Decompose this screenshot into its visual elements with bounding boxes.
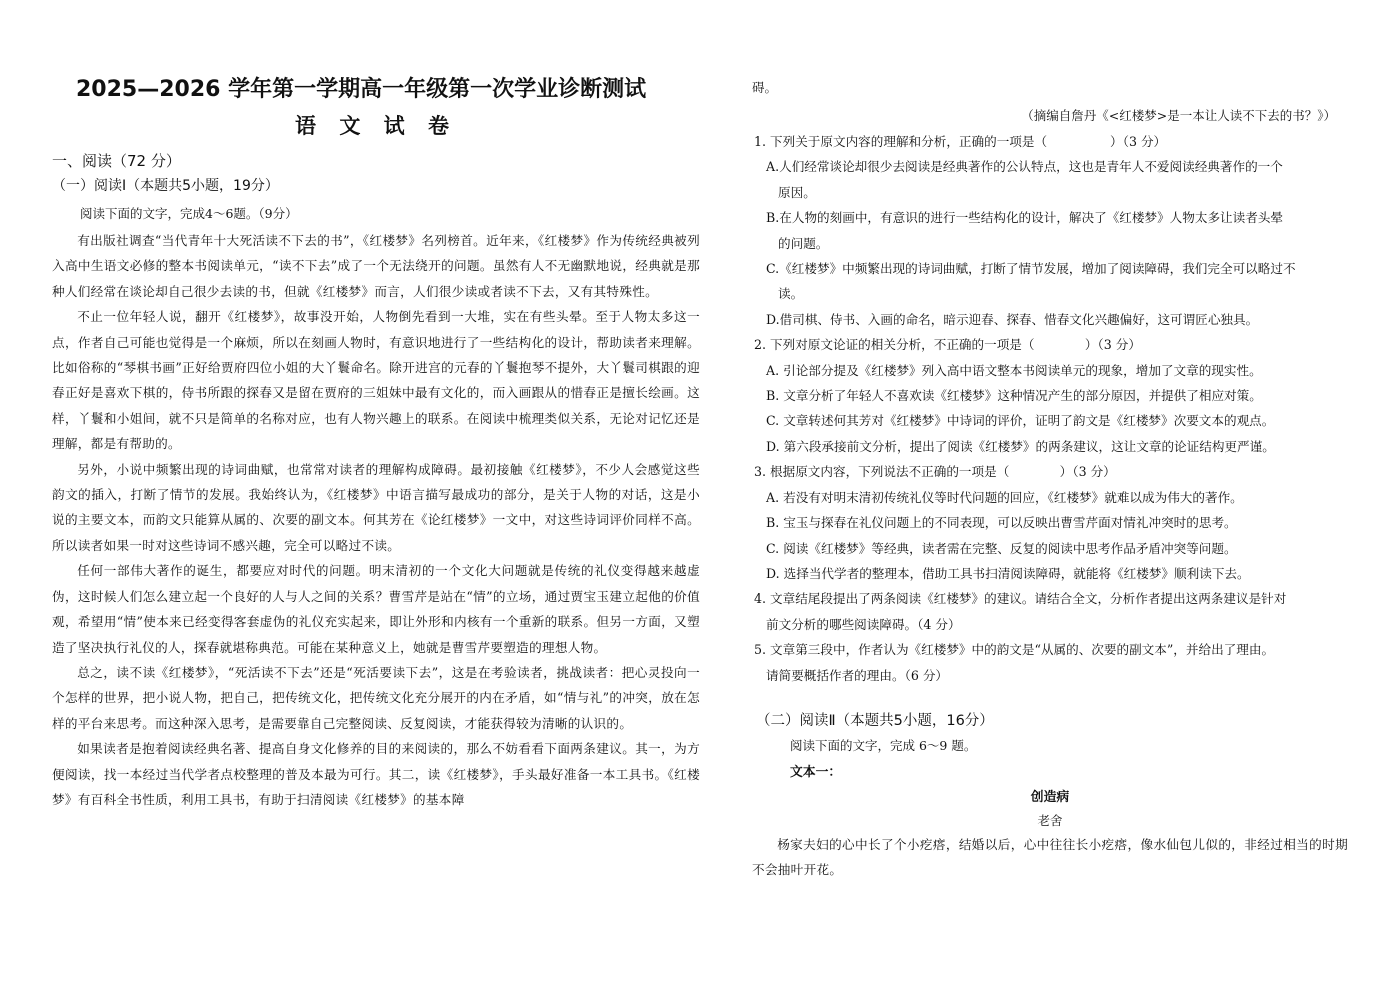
reading-instruction: 阅读下面的文字，完成4～6题。（9分） — [80, 206, 298, 221]
question-3-stem: 3. 根据原文内容，下列说法不正确的一项是（ ）（3 分） — [754, 464, 1116, 480]
passage-continuation: 碍。 — [752, 80, 778, 95]
question-3-option-c: C. 阅读《红楼梦》等经典，读者需在完整、反复的阅读中思考作品矛盾冲突等问题。 — [766, 540, 1237, 556]
question-4-stem-cont: 前文分析的哪些阅读障碍。（4 分） — [766, 616, 961, 632]
question-5-stem-cont: 请简要概括作者的理由。（6 分） — [766, 667, 949, 683]
question-3-option-b: B. 宝玉与探春在礼仪问题上的不同表现，可以反映出曹雪芹面对情礼冲突时的思考。 — [766, 515, 1237, 531]
question-2-option-c: C. 文章转述何其芳对《红楼梦》中诗词的评价，证明了韵文是《红楼梦》次要文本的观点。 — [766, 413, 1275, 429]
exam-subtitle: 语 文 试 卷 — [295, 114, 457, 138]
story-passage — [752, 832, 1348, 883]
question-1-option-a — [766, 154, 1348, 205]
option-text-cont: 的问题。 — [778, 235, 829, 251]
question-1-option-c — [766, 256, 1348, 307]
passage-paragraph: 另外，小说中频繁出现的诗词曲赋，也常常对读者的理解构成障碍。最初接触《红楼梦》，不少人会感觉这些韵文的插入，打断了情节的发展。我始终认为，《红楼梦》中语言描写最成功的部分，是关于人物的对话，这是小说的主要文本，而韵文只能算从属的、次要的副文本。何其芳在《论红楼梦》一文中，对这些诗词评价同样不高。所以读者如果一时对这些诗词不感兴趣，完全可以略过不读。 — [52, 461, 700, 553]
option-text: C.《红楼梦》中频繁出现的诗词曲赋，打断了情节发展，增加了阅读障碍，我们完全可以略过不 — [766, 261, 1296, 277]
question-3-option-d: D. 选择当代学者的整理本，借助工具书扫清阅读障碍，就能将《红楼梦》顺利读下去。 — [766, 565, 1250, 581]
section-heading-reading: 一、阅读（72 分） — [52, 152, 181, 170]
story-paragraph: 杨家夫妇的心中长了个小疙瘩，结婚以后，心中往往长小疙瘩，像水仙包儿似的，非经过相当的时期不会抽叶开花。 — [752, 837, 1348, 878]
reading-passage — [52, 228, 700, 812]
question-5-stem: 5. 文章第三段中，作者认为《红楼梦》中的韵文是“从属的、次要的副文本”，并给出了理由。 — [754, 642, 1275, 658]
question-5 — [754, 637, 1348, 688]
passage-paragraph: 不止一位年轻人说，翻开《红楼梦》，故事没开始，人物倒先看到一大堆，实在有些头晕。至于人物太多这一点，作者自己可能也觉得是一个麻烦，所以在刻画人物时，有意识地进行了一些结构化的设计，帮助读者来理解。比如俗称的“琴棋书画”正好给贾府四位小姐的大丫鬟命名。除开进宫的元春的丫鬟抱琴不提外，大丫鬟司棋跟的迎春正好是喜欢下棋的，侍书所跟的探春又是留在贾府的三姐妹中最有文化的，而入画跟从的惜春正是擅长绘画。这样，丫鬟和小姐间，就不只是简单的名称对应，也有人物兴趣上的联系。在阅读中梳理类似关系，无论对记忆还是理解，都是有帮助的。 — [52, 309, 700, 452]
option-text-cont: 读。 — [778, 286, 804, 302]
section-subheading-reading-1: （一）阅读Ⅰ（本题共5小题，19分） — [52, 178, 279, 194]
question-2-stem: 2. 下列对原文论证的相关分析，不正确的一项是（ ）（3 分） — [754, 337, 1141, 353]
story-title: 创造病 — [1030, 790, 1070, 805]
option-text-cont: 原因。 — [778, 184, 816, 200]
story-author: 老舍 — [1037, 813, 1063, 828]
question-1-option-d: D.借司棋、侍书、入画的命名，暗示迎春、探春、惜春文化兴趣偏好，这可谓匠心独具。 — [766, 311, 1259, 327]
reading-instruction-2: 阅读下面的文字，完成 6～9 题。 — [790, 738, 977, 753]
option-text: B.在人物的刻画中，有意识的进行一些结构化的设计，解决了《红楼梦》人物太多让读者头晕 — [766, 210, 1284, 226]
passage-source: （摘编自詹丹《<红楼梦>是一本让人读不下去的书？》） — [1021, 108, 1336, 123]
question-4-stem: 4. 文章结尾段提出了两条阅读《红楼梦》的建议。请结合全文，分析作者提出这两条建议是针对 — [754, 591, 1287, 607]
passage-paragraph: 如果读者是抱着阅读经典名著、提高自身文化修养的目的来阅读的，那么不妨看看下面两条建议。其一，为方便阅读，找一本经过当代学者点校整理的普及本最为可行。其二，读《红楼梦》，手头最好准备一本工具书。《红楼梦》有百科全书性质，利用工具书，有助于扫清阅读《红楼梦》的基本障 — [52, 741, 700, 807]
passage-paragraph: 总之，读不读《红楼梦》，“死活读不下去”还是“死活要读下去”，这是在考验读者，挑战读者：把心灵投向一个怎样的世界，把小说人物，把自己，把传统文化，把传统文化充分展开的内在矛盾，如“情与礼”的冲突，放在怎样的平台来思考。而这种深入思考，是需要靠自己完整阅读、反复阅读，才能获得较为清晰的认识的。 — [52, 664, 700, 731]
question-2-option-d: D. 第六段承接前文分析，提出了阅读《红楼梦》的两条建议，这让文章的论证结构更严谨。 — [766, 438, 1275, 454]
question-4 — [754, 586, 1348, 637]
text-one-label: 文本一： — [790, 765, 842, 780]
passage-paragraph: 有出版社调查“当代青年十大死活读不下去的书”，《红楼梦》名列榜首。近年来，《红楼梦》作为传统经典被列入高中生语文必修的整本书阅读单元，“读不下去”成了一个无法绕开的问题。虽然有人不无幽默地说，经典就是那种人们经常在谈论却自己很少去读的书，但就《红楼梦》而言，人们很少读或者读不下去，又有其特殊性。 — [52, 233, 700, 299]
exam-title: 2025—2026 学年第一学期高一年级第一次学业诊断测试 — [76, 77, 647, 102]
question-3-option-a: A. 若没有对明末清初传统礼仪等时代问题的回应，《红楼梦》就难以成为伟大的著作。 — [766, 489, 1243, 505]
section-subheading-reading-2: （二）阅读Ⅱ（本题共5小题，16分） — [756, 713, 994, 729]
question-1-stem: 1. 下列关于原文内容的理解和分析，正确的一项是（ ）（3 分） — [754, 134, 1167, 149]
question-2-option-b: B. 文章分析了年轻人不喜欢读《红楼梦》这种情况产生的部分原因，并提供了相应对策。 — [766, 388, 1262, 404]
option-text: A.人们经常谈论却很少去阅读是经典著作的公认特点，这也是青年人不爱阅读经典著作的一个 — [766, 159, 1283, 175]
question-1-option-b — [766, 205, 1348, 256]
question-list — [752, 129, 1348, 688]
question-2-option-a: A. 引论部分提及《红楼梦》列入高中语文整本书阅读单元的现象，增加了文章的现实性。 — [766, 362, 1262, 378]
passage-paragraph: 任何一部伟大著作的诞生，都要应对时代的问题。明末清初的一个文化大问题就是传统的礼仪变得越来越虚伪，这时候人们怎么建立起一个良好的人与人之间的关系？曹雪芹是站在“情”的立场，通过贾宝玉建立起他的价值观，希望用“情”使本来已经变得客套虚伪的礼仪充实起来，即让外形和内核有一个重新的联系。但另一方面，又塑造了坚决执行礼仪的人，探春就堪称典范。可能在某种意义上，她就是曹雪芹要塑造的理想人物。 — [52, 563, 700, 655]
